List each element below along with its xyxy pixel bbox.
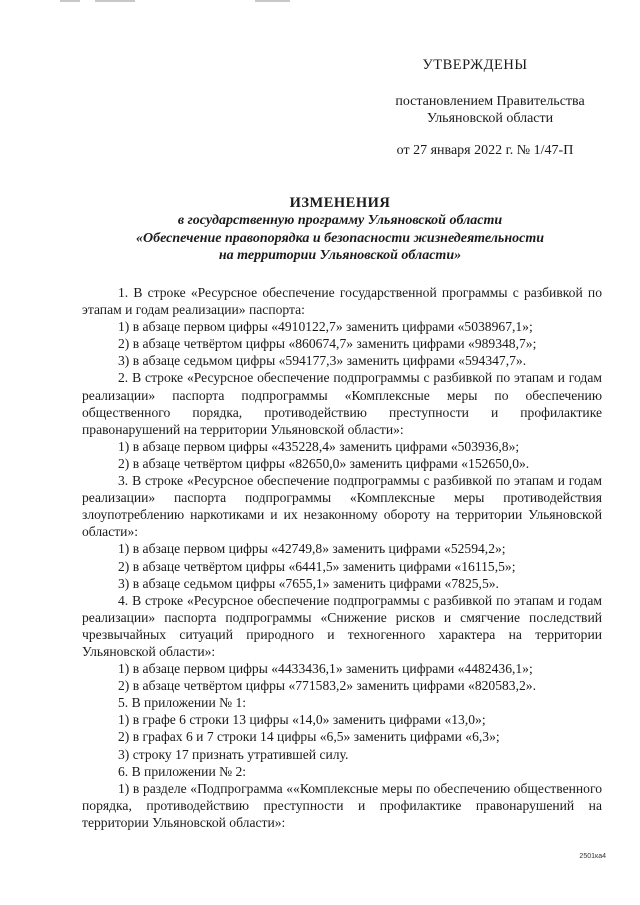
paragraph-5: 5. В приложении № 1: [118,695,247,711]
paragraph-1: 1. В строке «Ресурсное обеспечение государственной программы с разбивкой по этапам и годам реализации» паспорта: [82,285,602,318]
list-item: 1) в абзаце первом цифры «4910122,7» заменить цифрами «5038967,1»; [118,319,533,335]
list-item: 2) в графах 6 и 7 строки 14 цифры «6,5» заменить цифрами «6,3»; [118,729,500,745]
document-subtitle-3: на территории Ульяновской области» [218,248,462,263]
scan-artifact [255,0,290,2]
document-subtitle-1: в государственную программу Ульяновской области [177,213,503,228]
list-item: 3) в абзаце седьмом цифры «594177,3» заменить цифрами «594347,7». [118,353,527,369]
list-item: 1) в графе 6 строки 13 цифры «14,0» заменить цифрами «13,0»; [118,712,486,728]
list-item: 1) в абзаце первом цифры «42749,8» заменить цифрами «52594,2»; [118,541,506,557]
document-title: ИЗМЕНЕНИЯ [289,195,391,211]
list-item: 1) в разделе «Подпрограмма ««Комплексные меры по обеспечению общественного порядка, противодействию преступности и профилактике правонарушений на территории Ульяновской области»: [82,780,602,830]
document-code: 2501ка4 [579,853,606,860]
list-item: 2) в абзаце четвёртом цифры «6441,5» заменить цифрами «16115,5»; [118,558,516,574]
approval-line-1: постановлением Правительства [395,94,585,109]
paragraph-3: 3. В строке «Ресурсное обеспечение подпрограммы с разбивкой по этапам и годам реализации» паспорта подпрограммы «Комплексные меры противодействия злоупотреблению наркотиками и их незаконному обороту на территории Ульяновской области»: [82,473,602,540]
document-subtitle-2: «Обеспечение правопорядка и безопасности жизнедеятельности [136,231,544,246]
document-body [82,284,602,831]
approval-line-2: Ульяновской области [426,111,554,126]
approval-date: от 27 января 2022 г. № 1/47-П [396,143,574,158]
paragraph-4: 4. В строке «Ресурсное обеспечение подпрограммы с разбивкой по этапам и годам реализации» паспорта подпрограммы «Снижение рисков и смягчение последствий чрезвычайных ситуаций природного и техногенного характера на территории Ульяновской области»: [82,592,602,659]
approval-title: УТВЕРЖДЕНЫ [422,57,528,73]
list-item: 2) в абзаце четвёртом цифры «771583,2» заменить цифрами «820583,2». [118,678,536,694]
list-item: 3) в абзаце седьмом цифры «7655,1» заменить цифрами «7825,5». [118,575,499,591]
paragraph-6: 6. В приложении № 2: [118,763,247,779]
list-item: 3) строку 17 признать утратившей силу. [118,746,349,762]
list-item: 2) в абзаце четвёртом цифры «82650,0» заменить цифрами «152650,0». [118,455,530,471]
list-item: 1) в абзаце первом цифры «4433436,1» заменить цифрами «4482436,1»; [118,661,533,677]
list-item: 1) в абзаце первом цифры «435228,4» заменить цифрами «503936,8»; [118,438,520,454]
scan-artifact [60,0,80,2]
scan-artifact [95,0,135,2]
paragraph-2: 2. В строке «Ресурсное обеспечение подпрограммы с разбивкой по этапам и годам реализации» паспорта подпрограммы «Комплексные меры по обеспечению общественного порядка, противодействию преступности и профилактике правонарушений на территории Ульяновской области»: [82,370,602,437]
list-item: 2) в абзаце четвёртом цифры «860674,7» заменить цифрами «989348,7»; [118,336,537,352]
